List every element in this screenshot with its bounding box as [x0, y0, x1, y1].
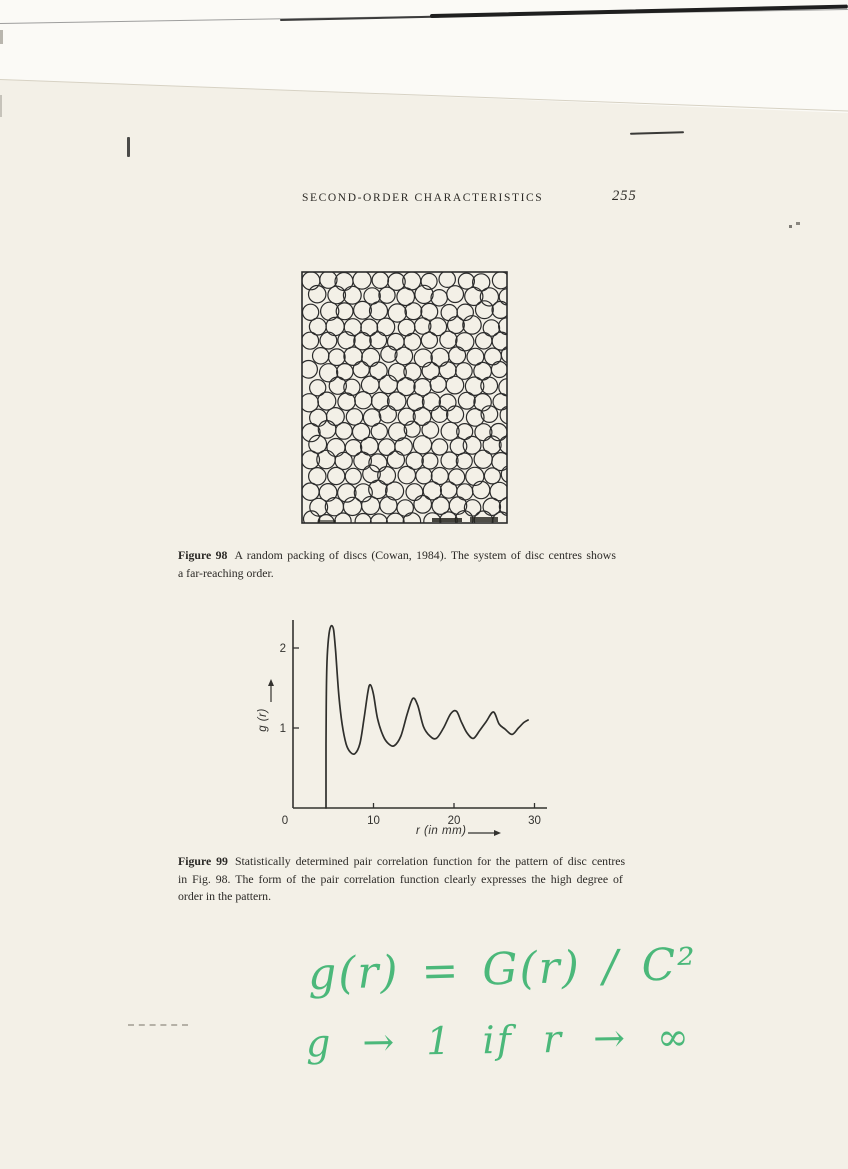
x-tick-label: 30 — [528, 815, 541, 827]
disc — [302, 483, 319, 500]
disc — [309, 468, 326, 485]
disc — [456, 453, 472, 469]
disc — [430, 376, 446, 392]
figure99-caption — [178, 853, 625, 906]
x-axis-arrow-head — [494, 830, 501, 836]
disc — [371, 423, 387, 439]
scan-speck — [789, 225, 792, 228]
page-number: 255 — [612, 188, 637, 204]
caption-text: Statistically determined pair correlation function for the pattern of disc centres — [234, 854, 626, 868]
pen-mark-dash — [630, 131, 684, 135]
disc — [355, 514, 371, 530]
caption-text: A random packing of discs (Cowan, 1984). The system of disc centres shows — [234, 548, 616, 562]
disc-group — [300, 271, 514, 530]
disc — [370, 332, 387, 349]
disc — [372, 272, 388, 288]
x-tick-label: 0 — [281, 815, 289, 827]
disc — [491, 362, 507, 378]
disc — [320, 332, 337, 349]
handwritten-formula-1: g(r) = G(r) / C² — [307, 938, 698, 1001]
disc — [414, 496, 432, 514]
figure99-chart — [230, 600, 560, 850]
running-title: SECOND-ORDER CHARACTERISTICS — [302, 192, 544, 204]
disc — [395, 347, 413, 365]
disc — [335, 273, 353, 291]
disc — [379, 375, 397, 393]
disc — [472, 481, 489, 498]
disc — [431, 348, 449, 366]
disc — [441, 452, 458, 469]
figure99-label: Figure 99 — [178, 854, 228, 868]
g-r-curve — [326, 626, 528, 808]
disc — [345, 468, 361, 484]
disc — [354, 301, 372, 319]
disc — [344, 347, 362, 365]
scan-speck — [796, 222, 800, 225]
disc — [440, 331, 457, 348]
disc — [447, 286, 464, 303]
disc — [422, 453, 438, 469]
disc — [370, 302, 388, 320]
disc — [416, 468, 432, 484]
y-tick-label: 1 — [279, 723, 286, 735]
disc — [329, 349, 346, 366]
y-axis-arrow-head — [268, 679, 274, 686]
scan-smudge — [470, 517, 498, 522]
disc — [403, 513, 420, 530]
disc — [320, 364, 338, 382]
disc — [336, 423, 353, 440]
disc — [379, 406, 396, 423]
disc — [338, 393, 355, 410]
disc — [361, 319, 378, 336]
disc — [302, 272, 320, 290]
caption-line: in Fig. 98. The form of the pair correlation function clearly expresses the high degree of — [178, 871, 623, 886]
disc — [449, 347, 466, 364]
disc — [313, 348, 329, 364]
disc — [413, 436, 431, 454]
disc — [371, 514, 388, 530]
disc — [362, 348, 380, 366]
disc — [463, 316, 481, 334]
disc — [346, 409, 362, 425]
disc — [441, 305, 457, 321]
disc — [338, 332, 355, 349]
caption-line: order in the pattern. — [178, 889, 272, 904]
disc — [355, 392, 372, 409]
figure98-label: Figure 98 — [178, 548, 228, 562]
disc — [431, 290, 447, 306]
disc — [353, 362, 369, 378]
disc — [476, 301, 494, 319]
disc — [447, 406, 464, 423]
scan-smudge — [318, 520, 336, 523]
disc — [456, 333, 474, 351]
disc — [378, 439, 395, 456]
disc — [476, 333, 492, 349]
disc — [327, 439, 345, 457]
caption-line — [178, 853, 625, 871]
disc — [381, 346, 397, 362]
disc — [395, 438, 412, 455]
disc — [328, 467, 345, 484]
disc — [377, 318, 395, 336]
scan-smudge — [0, 30, 3, 44]
disc — [441, 482, 457, 498]
disc — [398, 466, 415, 483]
figure98-caption — [178, 547, 616, 582]
disc — [379, 287, 395, 303]
disc — [446, 376, 464, 394]
disc — [431, 406, 447, 422]
disc — [387, 513, 405, 530]
disc — [458, 273, 474, 289]
figure98-disc-packing — [296, 266, 514, 530]
caption-line — [178, 547, 616, 565]
x-tick-label: 20 — [447, 815, 461, 827]
disc — [466, 467, 484, 485]
y-tick-label: 2 — [279, 643, 286, 655]
pen-mark-vertical — [127, 137, 130, 157]
disc — [335, 513, 351, 529]
disc — [387, 451, 404, 468]
disc — [485, 348, 502, 365]
disc — [388, 392, 406, 410]
disc — [484, 468, 500, 484]
disc — [309, 286, 326, 303]
disc — [406, 484, 423, 501]
x-tick-label: 10 — [367, 815, 380, 827]
handwritten-formula-2: g → 1 if r → ∞ — [305, 1014, 692, 1066]
disc — [458, 392, 475, 409]
x-axis-label: r (in mm) — [416, 825, 467, 837]
disc — [320, 271, 337, 288]
disc — [362, 497, 380, 515]
disc — [405, 303, 422, 320]
scan-smudge — [432, 518, 462, 522]
caption-line: a far-reaching order. — [178, 565, 274, 580]
disc — [310, 380, 326, 396]
scan-smudge — [0, 95, 2, 117]
disc — [380, 497, 397, 514]
disc — [474, 450, 492, 468]
disc — [449, 497, 466, 514]
y-axis-label: g (r) — [257, 708, 269, 732]
faint-dashed-line — [128, 1024, 188, 1026]
disc — [421, 332, 437, 348]
disc — [439, 271, 455, 287]
disc — [372, 392, 390, 410]
disc — [302, 332, 319, 349]
disc — [439, 394, 456, 411]
